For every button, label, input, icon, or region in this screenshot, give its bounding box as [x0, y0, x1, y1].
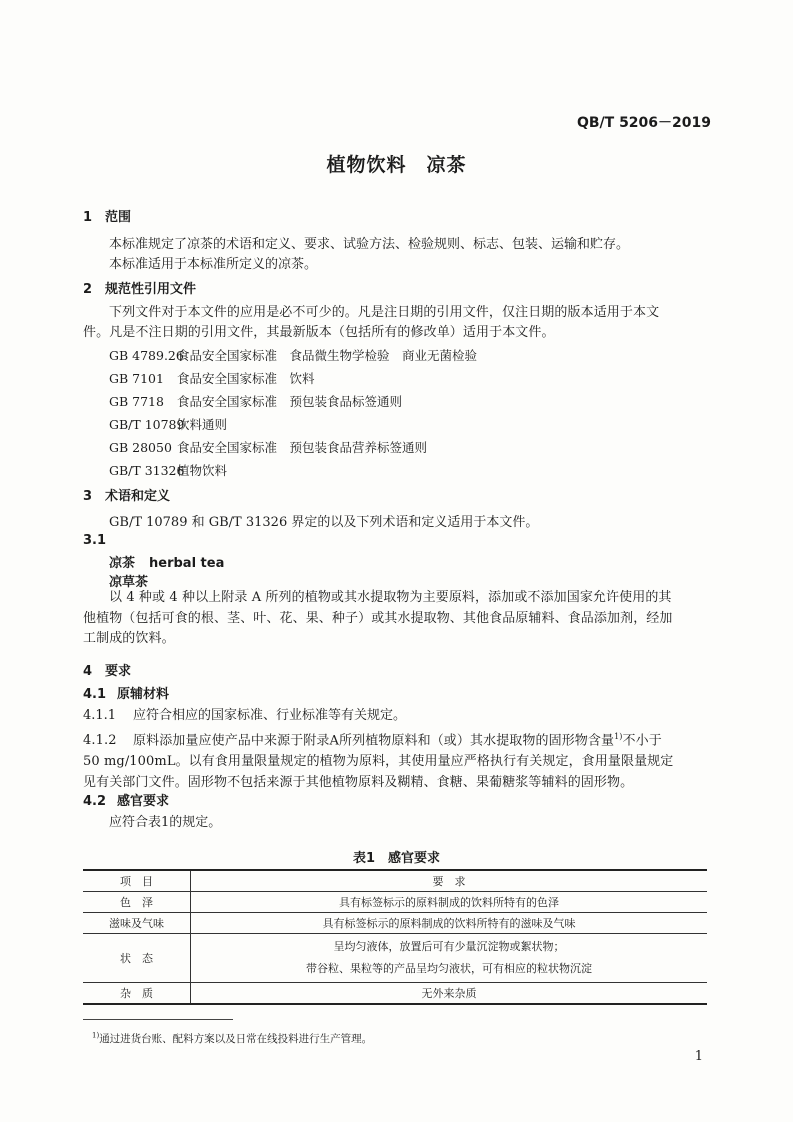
section-title: 要求 [105, 664, 132, 679]
clause-4-1-1 [83, 704, 406, 723]
table-row [83, 913, 707, 934]
section-number: 2 [83, 282, 93, 297]
term-chinese: 凉茶 [109, 556, 136, 571]
section-title: 范围 [105, 210, 132, 225]
scope-paragraph-1: 本标准规定了凉茶的术语和定义、要求、试验方法、检验规则、标志、包装、运输和贮存。 [109, 237, 630, 252]
ref-code: GB 28050 [109, 440, 172, 455]
footnote-ref: 1) [614, 732, 623, 741]
ref-item [109, 461, 227, 479]
section-2-heading [83, 278, 196, 297]
ref-code: GB/T 10789 [109, 417, 185, 432]
sensory-requirements-table [83, 869, 707, 1005]
page-number: 1 [694, 1049, 703, 1064]
ref-code: GB 7718 [109, 394, 164, 409]
cell-item: 状 态 [83, 934, 191, 983]
footnote-marker: 1) [92, 1031, 100, 1040]
ref-title: 食品安全国家标准 饮料 [177, 371, 315, 386]
ref-title: 食品安全国家标准 预包装食品标签通则 [177, 394, 403, 409]
scope-paragraph-2: 本标准适用于本标准所定义的凉茶。 [109, 257, 318, 272]
footnote-text: 通过进货台账、配料方案以及日常在线投料进行生产管理。 [99, 1033, 373, 1045]
subsection-number: 4.2 [83, 794, 107, 809]
clause-number: 4.1.1 [83, 708, 117, 723]
requirement-line-2: 带谷粒、果粒等的产品呈均匀液状，可有相应的粒状物沉淀 [306, 962, 592, 975]
section-number: 3 [83, 489, 93, 504]
table-row [83, 983, 707, 1005]
section-title: 规范性引用文件 [105, 282, 197, 297]
clause-text-a: 原料添加量应使产品中来源于附录A所列植物原料和（或）其水提取物的固形物含量 [133, 733, 615, 749]
ref-item [109, 438, 427, 456]
subsection-title: 原辅材料 [117, 687, 170, 702]
alternate-term: 凉草茶 [109, 575, 149, 590]
section-number: 4 [83, 664, 93, 679]
term-heading [109, 552, 224, 571]
cell-item: 杂 质 [83, 983, 191, 1005]
cell-requirement: 具有标签标示的原料制成的饮料所特有的滋味及气味 [191, 913, 708, 934]
standard-number: QB/T 5206－2019 [576, 115, 711, 131]
clause-text-b: 不小于 50 mg/100mL。以有食用量限量规定的植物为原料，其使用量应严格执行有关规定，食用量限量规定见有关部门文件。固形物不包括来源于其他植物原料及糊精、食糖、果葡糖浆等辅料的固形物。 [83, 733, 674, 791]
table-caption: 表1 感官要求 [352, 851, 441, 866]
requirement-line-1: 呈均匀液体，放置后可有少量沉淀物或絮状物； [333, 940, 565, 953]
clause-4-1-2 [83, 726, 681, 793]
ref-item [109, 369, 315, 387]
subsection-number: 4.1 [83, 687, 107, 702]
subsection-4-2-heading [83, 790, 169, 809]
cell-requirement: 无外来杂质 [191, 983, 708, 1005]
cell-item: 滋味及气味 [83, 913, 191, 934]
subsection-title: 感官要求 [117, 794, 170, 809]
table-row [83, 934, 707, 983]
section-4-heading [83, 660, 131, 679]
ref-code: GB 7101 [109, 371, 164, 386]
clause-text: 应符合相应的国家标准、行业标准等有关规定。 [133, 708, 407, 723]
ref-title: 饮料通则 [177, 417, 228, 432]
cell-item: 色 泽 [83, 892, 191, 913]
norm-refs-intro: 下列文件对于本文件的应用是必不可少的。凡是注日期的引用文件，仅注日期的版本适用于本文件。凡是不注日期的引用文件，其最新版本（包括所有的修改单）适用于本文件。 [83, 305, 660, 340]
ref-code: GB/T 31326 [109, 463, 185, 478]
ref-item [109, 415, 227, 433]
section-3-heading [83, 485, 170, 504]
document-title: 植物饮料 凉茶 [326, 154, 467, 176]
ref-item [109, 346, 477, 364]
footnote [92, 1031, 372, 1046]
clause-4-2-text: 应符合表1的规定。 [109, 815, 222, 830]
cell-requirement [191, 934, 708, 983]
ref-item [109, 392, 402, 410]
term-definition: 以 4 种或 4 种以上附录 A 所列的植物或其水提取物为主要原料，添加或不添加国家允许使用的其他植物（包括可食的根、茎、叶、花、果、种子）或其水提取物、其他食品原辅料、食品添加剂，经加工制成的饮料。 [83, 590, 673, 646]
table-header-row [83, 870, 707, 892]
term-english: herbal tea [149, 556, 225, 571]
ref-title: 食品安全国家标准 食品微生物学检验 商业无菌检验 [177, 348, 478, 363]
section-title: 术语和定义 [105, 489, 171, 504]
header-requirement: 要 求 [191, 870, 708, 892]
clause-number: 4.1.2 [83, 733, 117, 749]
ref-title: 植物饮料 [177, 463, 228, 478]
section-number: 1 [83, 210, 93, 225]
footnote-rule [83, 1019, 233, 1020]
ref-code: GB 4789.26 [109, 348, 184, 363]
subsection-number: 3.1 [83, 533, 107, 548]
header-item: 项 目 [83, 870, 191, 892]
ref-title: 食品安全国家标准 预包装食品营养标签通则 [177, 440, 428, 455]
section-1-heading [83, 206, 131, 225]
terms-intro: GB/T 10789 和 GB/T 31326 界定的以及下列术语和定义适用于本文件。 [109, 515, 539, 530]
subsection-4-1-heading [83, 683, 169, 702]
table-row [83, 892, 707, 913]
cell-requirement: 具有标签标示的原料制成的饮料所特有的色泽 [191, 892, 708, 913]
